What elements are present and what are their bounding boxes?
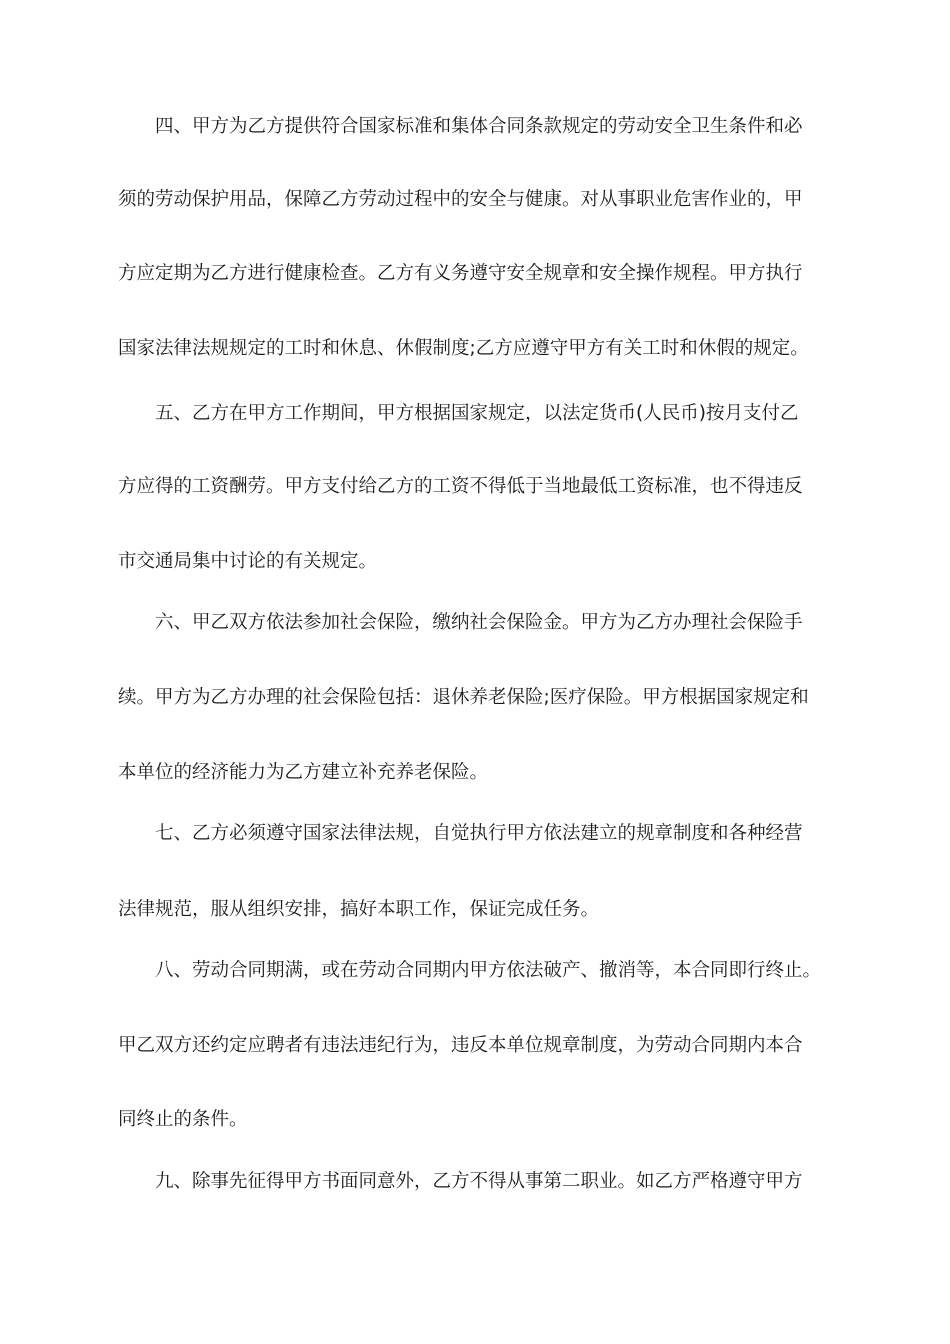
paragraph-6-line-1: 六、甲乙双方依法参加社会保险，缴纳社会保险金。甲方为乙方办理社会保险手 (155, 612, 803, 633)
paragraph-4-line-2: 须的劳动保护用品，保障乙方劳动过程中的安全与健康。对从事职业危害作业的，甲 (118, 189, 803, 210)
paragraph-4-line-3: 方应定期为乙方进行健康检查。乙方有义务遵守安全规章和安全操作规程。甲方执行 (118, 263, 803, 284)
paragraph-5-line-2: 方应得的工资酬劳。甲方支付给乙方的工资不得低于当地最低工资标准，也不得违反 (118, 476, 803, 497)
paragraph-7-line-2: 法律规范，服从组织安排，搞好本职工作，保证完成任务。 (118, 899, 600, 920)
paragraph-6-line-3: 本单位的经济能力为乙方建立补充养老保险。 (118, 762, 489, 783)
paragraph-7-line-1: 七、乙方必须遵守国家法律法规，自觉执行甲方依法建立的规章制度和各种经营 (155, 823, 803, 844)
paragraph-4-line-1: 四、甲方为乙方提供符合国家标准和集体合同条款规定的劳动安全卫生条件和必 (155, 116, 803, 137)
paragraph-5-line-1: 五、乙方在甲方工作期间，甲方根据国家规定，以法定货币(人民币)按月支付乙 (155, 403, 799, 424)
paragraph-8-line-2: 甲乙双方还约定应聘者有违法违纪行为，违反本单位规章制度，为劳动合同期内本合 (118, 1035, 803, 1056)
paragraph-8-line-1: 八、劳动合同期满，或在劳动合同期内甲方依法破产、撤消等，本合同即行终止。 (155, 960, 822, 981)
paragraph-6-line-2: 续。甲方为乙方办理的社会保险包括：退休养老保险;医疗保险。甲方根据国家规定和 (118, 687, 809, 708)
paragraph-4-line-4: 国家法律法规规定的工时和休息、休假制度;乙方应遵守甲方有关工时和休假的规定。 (118, 338, 809, 359)
paragraph-9-line-1: 九、除事先征得甲方书面同意外，乙方不得从事第二职业。如乙方严格遵守甲方 (155, 1171, 803, 1192)
paragraph-5-line-3: 市交通局集中讨论的有关规定。 (118, 551, 378, 572)
paragraph-8-line-3: 同终止的条件。 (118, 1109, 248, 1130)
